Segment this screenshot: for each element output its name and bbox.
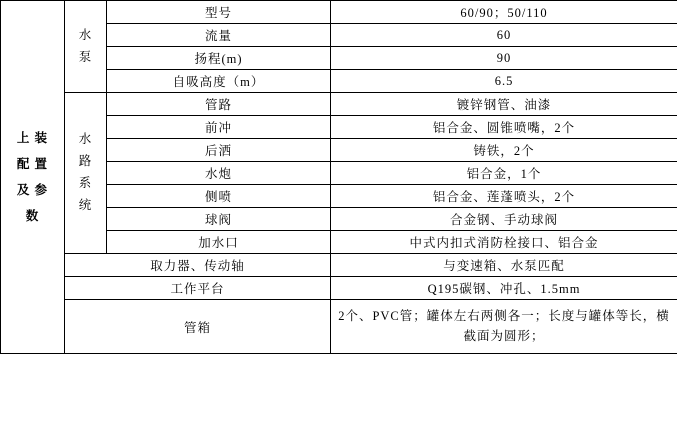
table-row bbox=[1, 300, 677, 354]
spec-value: 与变速箱、水泵匹配 bbox=[331, 254, 677, 277]
section-title-line-4: 数 bbox=[25, 209, 40, 224]
group-name-line-2: 泵 bbox=[78, 49, 93, 64]
spec-label: 球阀 bbox=[107, 208, 331, 231]
spec-label: 管箱 bbox=[65, 300, 331, 354]
spec-value: 60 bbox=[331, 24, 677, 47]
section-title-line-2: 配 置 bbox=[16, 156, 49, 171]
group-name-line-1: 水 bbox=[78, 132, 93, 147]
spec-value: 镀锌钢管、油漆 bbox=[331, 93, 677, 116]
table-row bbox=[1, 254, 677, 277]
table-row bbox=[1, 1, 677, 24]
group-name-line-3: 系 bbox=[78, 176, 93, 190]
spec-value: 2个、PVC管；罐体左右两侧各一；长度与罐体等长，横截面为圆形； bbox=[331, 300, 677, 354]
spec-value: 90 bbox=[331, 47, 677, 70]
spec-label: 侧喷 bbox=[107, 185, 331, 208]
group-name-line-1: 水 bbox=[78, 27, 93, 42]
table-row bbox=[1, 277, 677, 300]
spec-label: 扬程(m) bbox=[107, 47, 331, 70]
spec-value: 铝合金，1个 bbox=[331, 162, 677, 185]
spec-label: 加水口 bbox=[107, 231, 331, 254]
spec-label: 后洒 bbox=[107, 139, 331, 162]
spec-label: 水炮 bbox=[107, 162, 331, 185]
group-name-water-route-system bbox=[65, 93, 107, 254]
group-name-line-4: 统 bbox=[78, 197, 93, 212]
spec-value: 6.5 bbox=[331, 70, 677, 93]
table-row bbox=[1, 93, 677, 116]
spec-label: 工作平台 bbox=[65, 277, 331, 300]
spec-value: 铸铁，2个 bbox=[331, 139, 677, 162]
spec-label: 管路 bbox=[107, 93, 331, 116]
spec-label: 型号 bbox=[107, 1, 331, 24]
spec-value: 铝合金、圆锥喷嘴，2个 bbox=[331, 116, 677, 139]
group-name-water-pump bbox=[65, 1, 107, 93]
spec-label: 取力器、传动轴 bbox=[65, 254, 331, 277]
section-title-line-3: 及 参 bbox=[16, 183, 49, 197]
spec-label: 自吸高度（m） bbox=[107, 70, 331, 93]
spec-value: 合金钢、手动球阀 bbox=[331, 208, 677, 231]
group-name-line-2: 路 bbox=[78, 154, 93, 169]
spec-value: 铝合金、莲蓬喷头，2个 bbox=[331, 185, 677, 208]
spec-label: 流量 bbox=[107, 24, 331, 47]
spec-value: Q195碳钢、冲孔、1.5mm bbox=[331, 277, 677, 300]
spec-value: 60/90；50/110 bbox=[331, 1, 677, 24]
spec-value: 中式内扣式消防栓接口、铝合金 bbox=[331, 231, 677, 254]
section-title-cell bbox=[1, 1, 65, 354]
section-title-line-1: 上 装 bbox=[16, 130, 49, 145]
spec-label: 前冲 bbox=[107, 116, 331, 139]
